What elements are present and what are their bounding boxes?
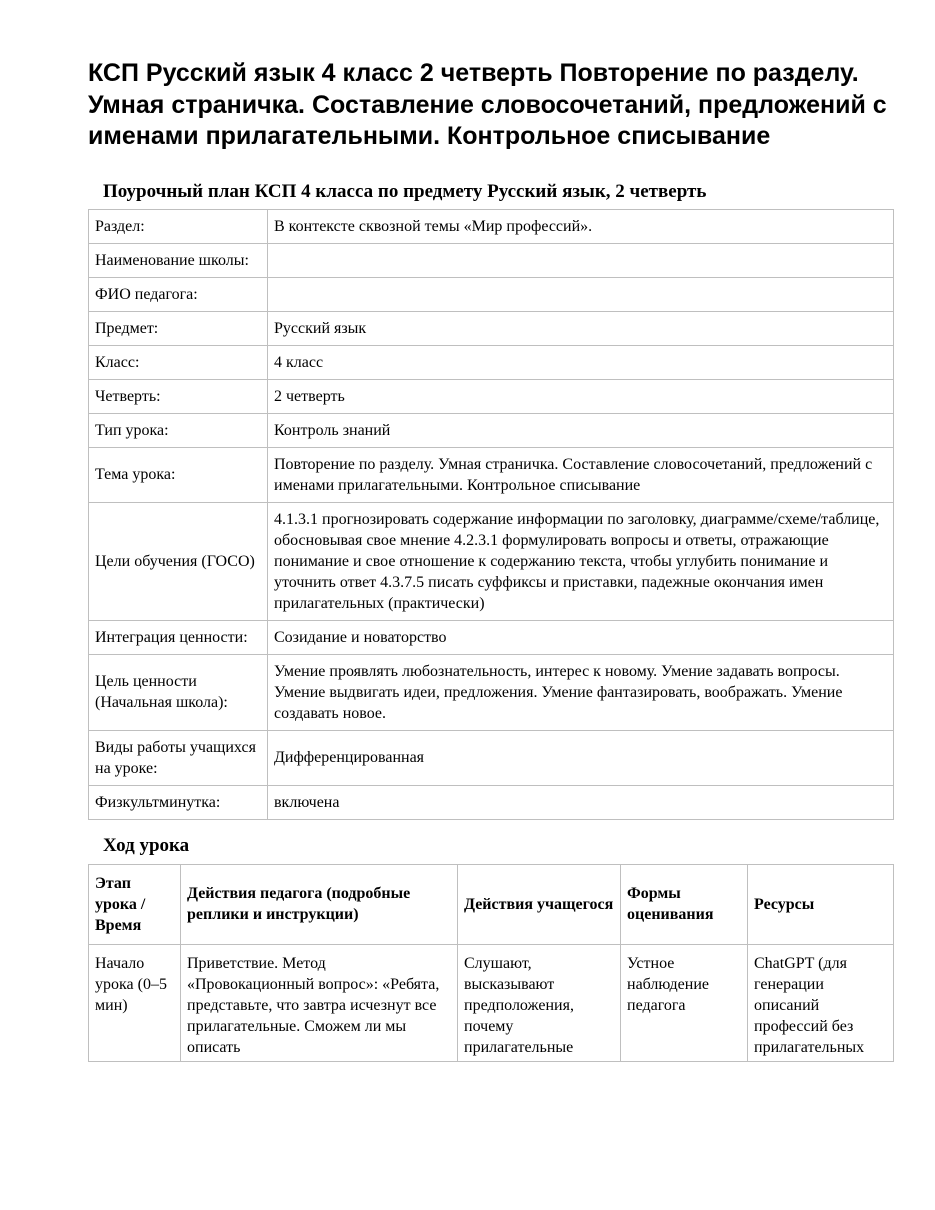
row-value xyxy=(268,277,894,311)
row-value: включена xyxy=(268,785,894,819)
table-row xyxy=(89,447,894,502)
row-value: Повторение по разделу. Умная страничка. Составление словосочетаний, предложений с именами прилагательными. Контрольное списывание xyxy=(268,447,894,502)
table-row xyxy=(89,277,894,311)
row-label: Раздел: xyxy=(89,209,268,243)
course-table xyxy=(88,864,894,1062)
table-row xyxy=(89,730,894,785)
table-row xyxy=(89,413,894,447)
header-stage: Этап урока / Время xyxy=(89,864,181,944)
table-row xyxy=(89,379,894,413)
header-assessment: Формы оценивания xyxy=(621,864,748,944)
table-row xyxy=(89,345,894,379)
table-row xyxy=(89,944,894,1061)
header-resources: Ресурсы xyxy=(748,864,894,944)
document-title: КСП Русский язык 4 класс 2 четверть Повторение по разделу. Умная страничка. Составление словосочетаний, предложений с именами прилагательными. Контрольное списывание xyxy=(88,59,887,150)
table-row xyxy=(89,311,894,345)
table-row xyxy=(89,502,894,620)
cell-stage: Начало урока (0–5 мин) xyxy=(89,944,181,1061)
row-value: В контексте сквозной темы «Мир профессий». xyxy=(268,209,894,243)
plan-heading: Поурочный план КСП 4 класса по предмету Русский язык, 2 четверть xyxy=(103,180,707,202)
table-row xyxy=(89,243,894,277)
cell-assessment: Устное наблюдение педагога xyxy=(621,944,748,1061)
row-label: Наименование школы: xyxy=(89,243,268,277)
row-value xyxy=(268,243,894,277)
row-value: Созидание и новаторство xyxy=(268,620,894,654)
cell-resources: ChatGPT (для генерации описаний профессий без прилагательных xyxy=(748,944,894,1061)
table-row xyxy=(89,620,894,654)
row-label: Интеграция ценности: xyxy=(89,620,268,654)
plan-table xyxy=(88,209,894,820)
row-label: Тема урока: xyxy=(89,447,268,502)
row-value: Дифференцированная xyxy=(268,730,894,785)
course-heading: Ход урока xyxy=(103,834,190,856)
row-value: 4 класс xyxy=(268,345,894,379)
table-row xyxy=(89,654,894,730)
row-label: Цель ценности (Начальная школа): xyxy=(89,654,268,730)
table-header-row xyxy=(89,864,894,944)
table-row xyxy=(89,785,894,819)
header-student-actions: Действия учащегося xyxy=(458,864,621,944)
row-label: Цели обучения (ГОСО) xyxy=(89,502,268,620)
row-label: ФИО педагога: xyxy=(89,277,268,311)
row-label: Четверть: xyxy=(89,379,268,413)
row-label: Класс: xyxy=(89,345,268,379)
table-row xyxy=(89,209,894,243)
row-value: 2 четверть xyxy=(268,379,894,413)
row-value: Контроль знаний xyxy=(268,413,894,447)
row-label: Тип урока: xyxy=(89,413,268,447)
row-value: Русский язык xyxy=(268,311,894,345)
document-page xyxy=(88,58,893,1062)
row-value: 4.1.3.1 прогнозировать содержание информации по заголовку, диаграмме/схеме/таблице, обосновывая свое мнение 4.2.3.1 формулировать вопросы и ответы, отражающие понимание и свое отношение к содержанию текста, чтобы углубить понимание и уточнить ответ 4.3.7.5 писать суффиксы и приставки, падежные окончания имен прилагательных (практически) xyxy=(268,502,894,620)
row-label: Физкультминутка: xyxy=(89,785,268,819)
row-label: Предмет: xyxy=(89,311,268,345)
row-label: Виды работы учащихся на уроке: xyxy=(89,730,268,785)
cell-student-actions: Слушают, высказывают предположения, почему прилагательные xyxy=(458,944,621,1061)
cell-teacher-actions: Приветствие. Метод «Провокационный вопрос»: «Ребята, представьте, что завтра исчезнут все прилагательные. Сможем ли мы описать xyxy=(181,944,458,1061)
row-value: Умение проявлять любознательность, интерес к новому. Умение задавать вопросы. Умение выдвигать идеи, предложения. Умение фантазировать, воображать. Умение создавать новое. xyxy=(268,654,894,730)
header-teacher-actions: Действия педагога (подробные реплики и инструкции) xyxy=(181,864,458,944)
